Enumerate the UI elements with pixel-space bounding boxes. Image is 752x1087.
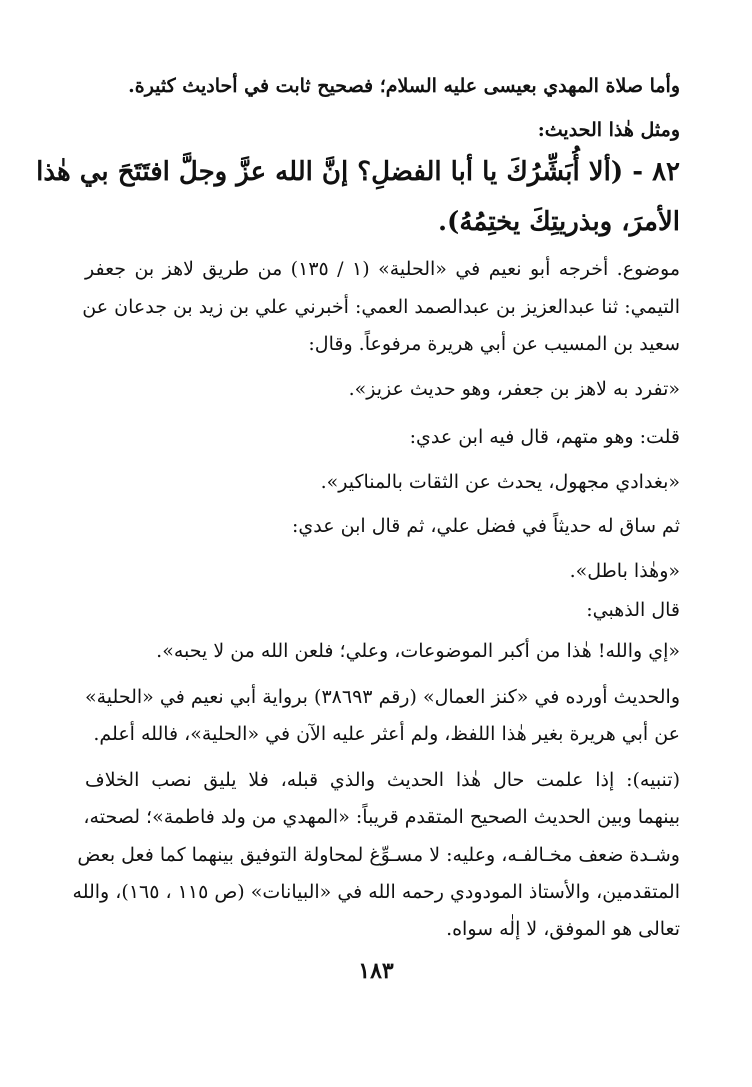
text-line-7: سعيد بن المسيب عن أبي هريرة مرفوعاً. وقال: xyxy=(308,333,680,355)
note-line-1: (تنبيه): إذا علمت حال هٰذا الحديث والذي قبله، فلا يليق نصب الخلاف xyxy=(85,769,680,791)
quote-line-1: «تفرد به لاهز بن جعفر، وهو حديث عزيز». xyxy=(348,378,680,400)
text-line-13: قال الذهبي: xyxy=(586,599,680,621)
hadith-heading-line-1: ٨٢ - (ألا أُبَشِّرُكَ يا أبا الفضلِ؟ إنَّ الله عزَّ وجلَّ افتَتَحَ بي هٰذا xyxy=(36,157,680,187)
text-line-16: عن أبي هريرة بغير هٰذا اللفظ، ولم أعثر عليه الآن في «الحلية»، فالله أعلم. xyxy=(93,723,680,745)
quote-line-4: «إي والله! هٰذا من أكبر الموضوعات، وعلي؛ فلعن الله من لا يحبه». xyxy=(156,640,680,662)
text-line-1: وأما صلاة المهدي بعيسى عليه السلام؛ فصحيح ثابت في أحاديث كثيرة. xyxy=(128,75,680,97)
note-line-5: تعالى هو الموفق، لا إلٰه سواه. xyxy=(446,918,680,940)
text-line-9: قلت: وهو متهم، قال فيه ابن عدي: xyxy=(409,426,680,448)
text-line-6: التيمي: ثنا عبدالعزيز بن عبدالصمد العمي: أخبرني علي بن زيد بن جدعان عن xyxy=(82,296,680,318)
text-line-15: والحديث أورده في «كنز العمال» (رقم ٣٨٦٩٣) برواية أبي نعيم في «الحلية» xyxy=(85,686,681,708)
quote-line-2: «بغدادي مجهول، يحدث عن الثقات بالمناكير». xyxy=(320,471,680,493)
hadith-heading-line-2: الأمرَ، وبذريتِكَ يختِمُهُ). xyxy=(438,207,680,237)
text-line-5: موضوع. أخرجه أبو نعيم في «الحلية» (١ / ١٣٥) من طريق لاهز بن جعفر xyxy=(85,258,680,280)
page-number: ١٨٣ xyxy=(358,958,394,984)
text-line-11: ثم ساق له حديثاً في فضل علي، ثم قال ابن عدي: xyxy=(292,515,680,537)
note-line-4: المتقدمين، والأستاذ المودودي رحمه الله في «البيانات» (ص ١١٥ ، ١٦٥)، والله xyxy=(72,881,680,903)
text-line-2: ومثل هٰذا الحديث: xyxy=(537,119,680,141)
note-line-2: بينهما وبين الحديث الصحيح المتقدم قريباً: «المهدي من ولد فاطمة»؛ لصحته، xyxy=(83,806,680,828)
note-line-3: وشـدة ضعف مخـالفـه، وعليه: لا مسـوِّغ لمحاولة التوفيق بينهما كما فعل بعض xyxy=(77,844,680,866)
quote-line-3: «وهٰذا باطل». xyxy=(569,560,680,582)
